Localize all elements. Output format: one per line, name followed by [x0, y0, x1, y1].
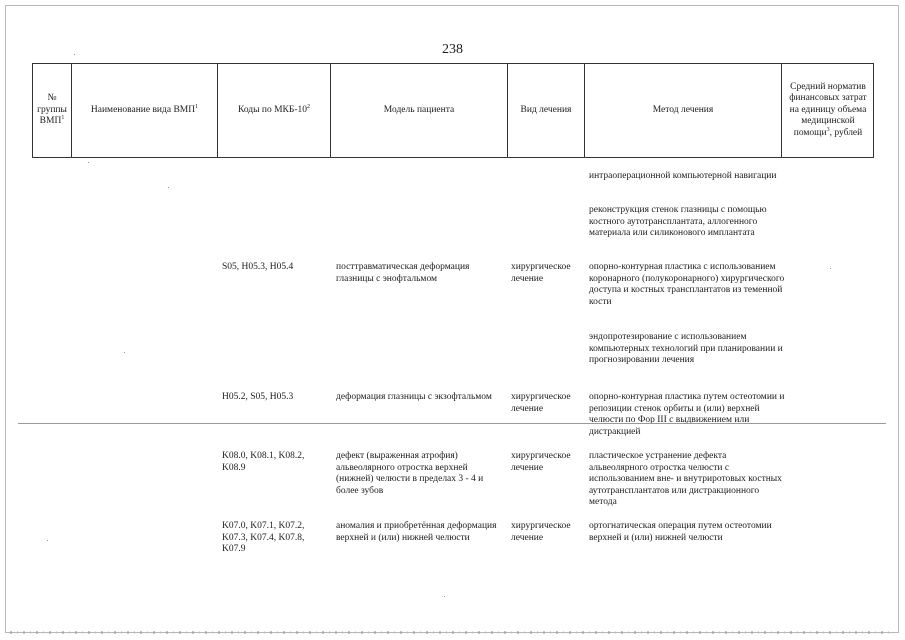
treatment-type-cell: хирургическое лечение [511, 392, 571, 414]
method-text: пластическое устранение дефекта альвеолярного отростка челюсти с использованием вне- и внутриротовых костных аутотрансплантатов или дистракционного метода [589, 451, 782, 507]
header-patient-model: Модель пациента [383, 104, 455, 115]
patient-model-cell: посттравматическая деформация глазницы с энофтальмом [336, 262, 470, 284]
method-text: опорно-контурная пластика путем остеотомии и репозиции стенок орбиты и (или) верхней челюсти по Фор III с выдвижением или дистракцией [589, 392, 785, 437]
header-group-number: № группы ВМП$^1$ [37, 93, 67, 127]
page-number: 238 [442, 42, 463, 57]
treatment-type-cell: хирургическое лечение [511, 521, 571, 543]
scan-speck [444, 596, 445, 597]
scan-speck [168, 187, 169, 188]
scan-speck [47, 540, 48, 541]
patient-model-cell: деформация глазницы с экзофтальмом [336, 392, 492, 402]
icd-codes-cell: S05, H05.3, H05.4 [222, 262, 294, 272]
method-text: ортогнатическая операция путем остеотомии верхней и (или) нижней челюсти [589, 521, 772, 543]
patient-model-cell: дефект (выраженная атрофия) альвеолярного отростка верхней (нижней) челюсти в пределах 3 - 4 и более зубов [336, 451, 484, 496]
icd-codes-cell: H05.2, S05, H05.3 [222, 392, 294, 402]
icd-codes-cell: K08.0, K08.1, K08.2, K08.9 [222, 451, 305, 473]
scan-speck [830, 268, 831, 269]
scan-noise-strip [10, 631, 890, 634]
header-treatment-type: Вид лечения [520, 104, 572, 115]
scan-speck [74, 54, 75, 55]
treatment-type-cell: хирургическое лечение [511, 451, 571, 473]
scan-speck [88, 162, 89, 163]
scan-speck [124, 352, 125, 353]
method-text: опорно-контурная пластика с использованием коронарного (полукоронарного) хирургического доступа и костных трансплантатов из теменной кости [589, 262, 785, 307]
header-cost-norm: Средний норматив финансовых затрат на единицу объема медицинской помощи$^3$, рублей [789, 81, 867, 138]
header-bottom-rule [32, 157, 873, 158]
icd-codes-cell: K07.0, K07.1, K07.2, K07.3, K07.4, K07.8, K07.9 [222, 521, 305, 554]
header-treatment-method: Метод лечения [652, 104, 714, 115]
method-text: эндопротезирование с использованием компьютерных технологий при планировании и прогнозировании лечения [589, 332, 783, 365]
header-icd-codes: Коды по МКБ-$10^2$ [237, 103, 311, 115]
patient-model-cell: аномалия и приобретённая деформация верхней и (или) нижней челюсти [336, 521, 497, 543]
header-divider [781, 63, 782, 158]
header-name: Наименование вида ВМП$^1$ [90, 103, 199, 115]
treatment-type-cell: хирургическое лечение [511, 262, 571, 284]
faint-table-rule [18, 423, 886, 424]
method-text: реконструкция стенок глазницы с помощью костного аутотрансплантата, аллогенного материала или силиконового имплантата [589, 205, 767, 238]
method-text: интраоперационной компьютерной навигации [589, 171, 777, 181]
header-divider [873, 63, 874, 158]
